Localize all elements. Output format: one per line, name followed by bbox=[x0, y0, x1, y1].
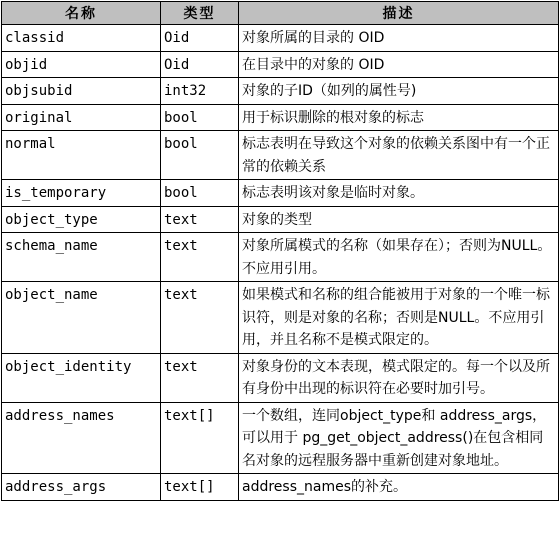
cell-name: schema_name bbox=[2, 233, 161, 282]
cell-name: objid bbox=[2, 51, 161, 78]
cell-description: 在目录中的对象的 OID bbox=[239, 51, 559, 78]
cell-type: text[] bbox=[161, 474, 239, 501]
header-type: 类型 bbox=[161, 2, 239, 25]
table-row bbox=[2, 282, 559, 354]
cell-type: text bbox=[161, 353, 239, 402]
cell-type: Oid bbox=[161, 51, 239, 78]
cell-type: text bbox=[161, 233, 239, 282]
cell-description: 对象的类型 bbox=[239, 206, 559, 233]
table-row bbox=[2, 78, 559, 105]
table-row bbox=[2, 353, 559, 402]
table-row bbox=[2, 474, 559, 501]
table-row bbox=[2, 131, 559, 180]
function-return-columns-table bbox=[1, 1, 559, 501]
header-description: 描述 bbox=[239, 2, 559, 25]
cell-description: 对象身份的文本表现，模式限定的。每一个以及所有身份中出现的标识符在必要时加引号。 bbox=[239, 353, 559, 402]
cell-type: text bbox=[161, 206, 239, 233]
cell-description: 如果模式和名称的组合能被用于对象的一个唯一标识符，则是对象的名称；否则是NULL。不应用引用，并且名称不是模式限定的。 bbox=[239, 282, 559, 354]
table-body bbox=[2, 25, 559, 501]
cell-name: object_name bbox=[2, 282, 161, 354]
header-row bbox=[2, 2, 559, 25]
table-row bbox=[2, 402, 559, 474]
cell-description: address_names的补充。 bbox=[239, 474, 559, 501]
cell-name: object_type bbox=[2, 206, 161, 233]
cell-description: 一个数组，连同object_type和 address_args， 可以用于 pg_get_object_address()在包含相同 名对象的远程服务器中重新创建对象地址。 bbox=[239, 402, 559, 474]
cell-type: bool bbox=[161, 180, 239, 207]
header-name: 名称 bbox=[2, 2, 161, 25]
table-row bbox=[2, 104, 559, 131]
cell-name: is_temporary bbox=[2, 180, 161, 207]
cell-name: classid bbox=[2, 25, 161, 52]
table-row bbox=[2, 206, 559, 233]
cell-name: address_args bbox=[2, 474, 161, 501]
cell-type: Oid bbox=[161, 25, 239, 52]
cell-description: 用于标识删除的根对象的标志 bbox=[239, 104, 559, 131]
table-row bbox=[2, 180, 559, 207]
cell-description: 标志表明该对象是临时对象。 bbox=[239, 180, 559, 207]
table-row bbox=[2, 233, 559, 282]
table-header bbox=[2, 2, 559, 25]
cell-type: text[] bbox=[161, 402, 239, 474]
table-row bbox=[2, 51, 559, 78]
cell-description: 对象所属模式的名称（如果存在）；否则为NULL。不应用引用。 bbox=[239, 233, 559, 282]
cell-name: address_names bbox=[2, 402, 161, 474]
cell-type: bool bbox=[161, 131, 239, 180]
cell-type: text bbox=[161, 282, 239, 354]
cell-type: bool bbox=[161, 104, 239, 131]
cell-description: 对象的子ID（如列的属性号) bbox=[239, 78, 559, 105]
cell-name: objsubid bbox=[2, 78, 161, 105]
cell-description: 标志表明在导致这个对象的依赖关系图中有一个正常的依赖关系 bbox=[239, 131, 559, 180]
cell-type: int32 bbox=[161, 78, 239, 105]
cell-name: normal bbox=[2, 131, 161, 180]
cell-name: object_identity bbox=[2, 353, 161, 402]
cell-description: 对象所属的目录的 OID bbox=[239, 25, 559, 52]
table-row bbox=[2, 25, 559, 52]
cell-name: original bbox=[2, 104, 161, 131]
